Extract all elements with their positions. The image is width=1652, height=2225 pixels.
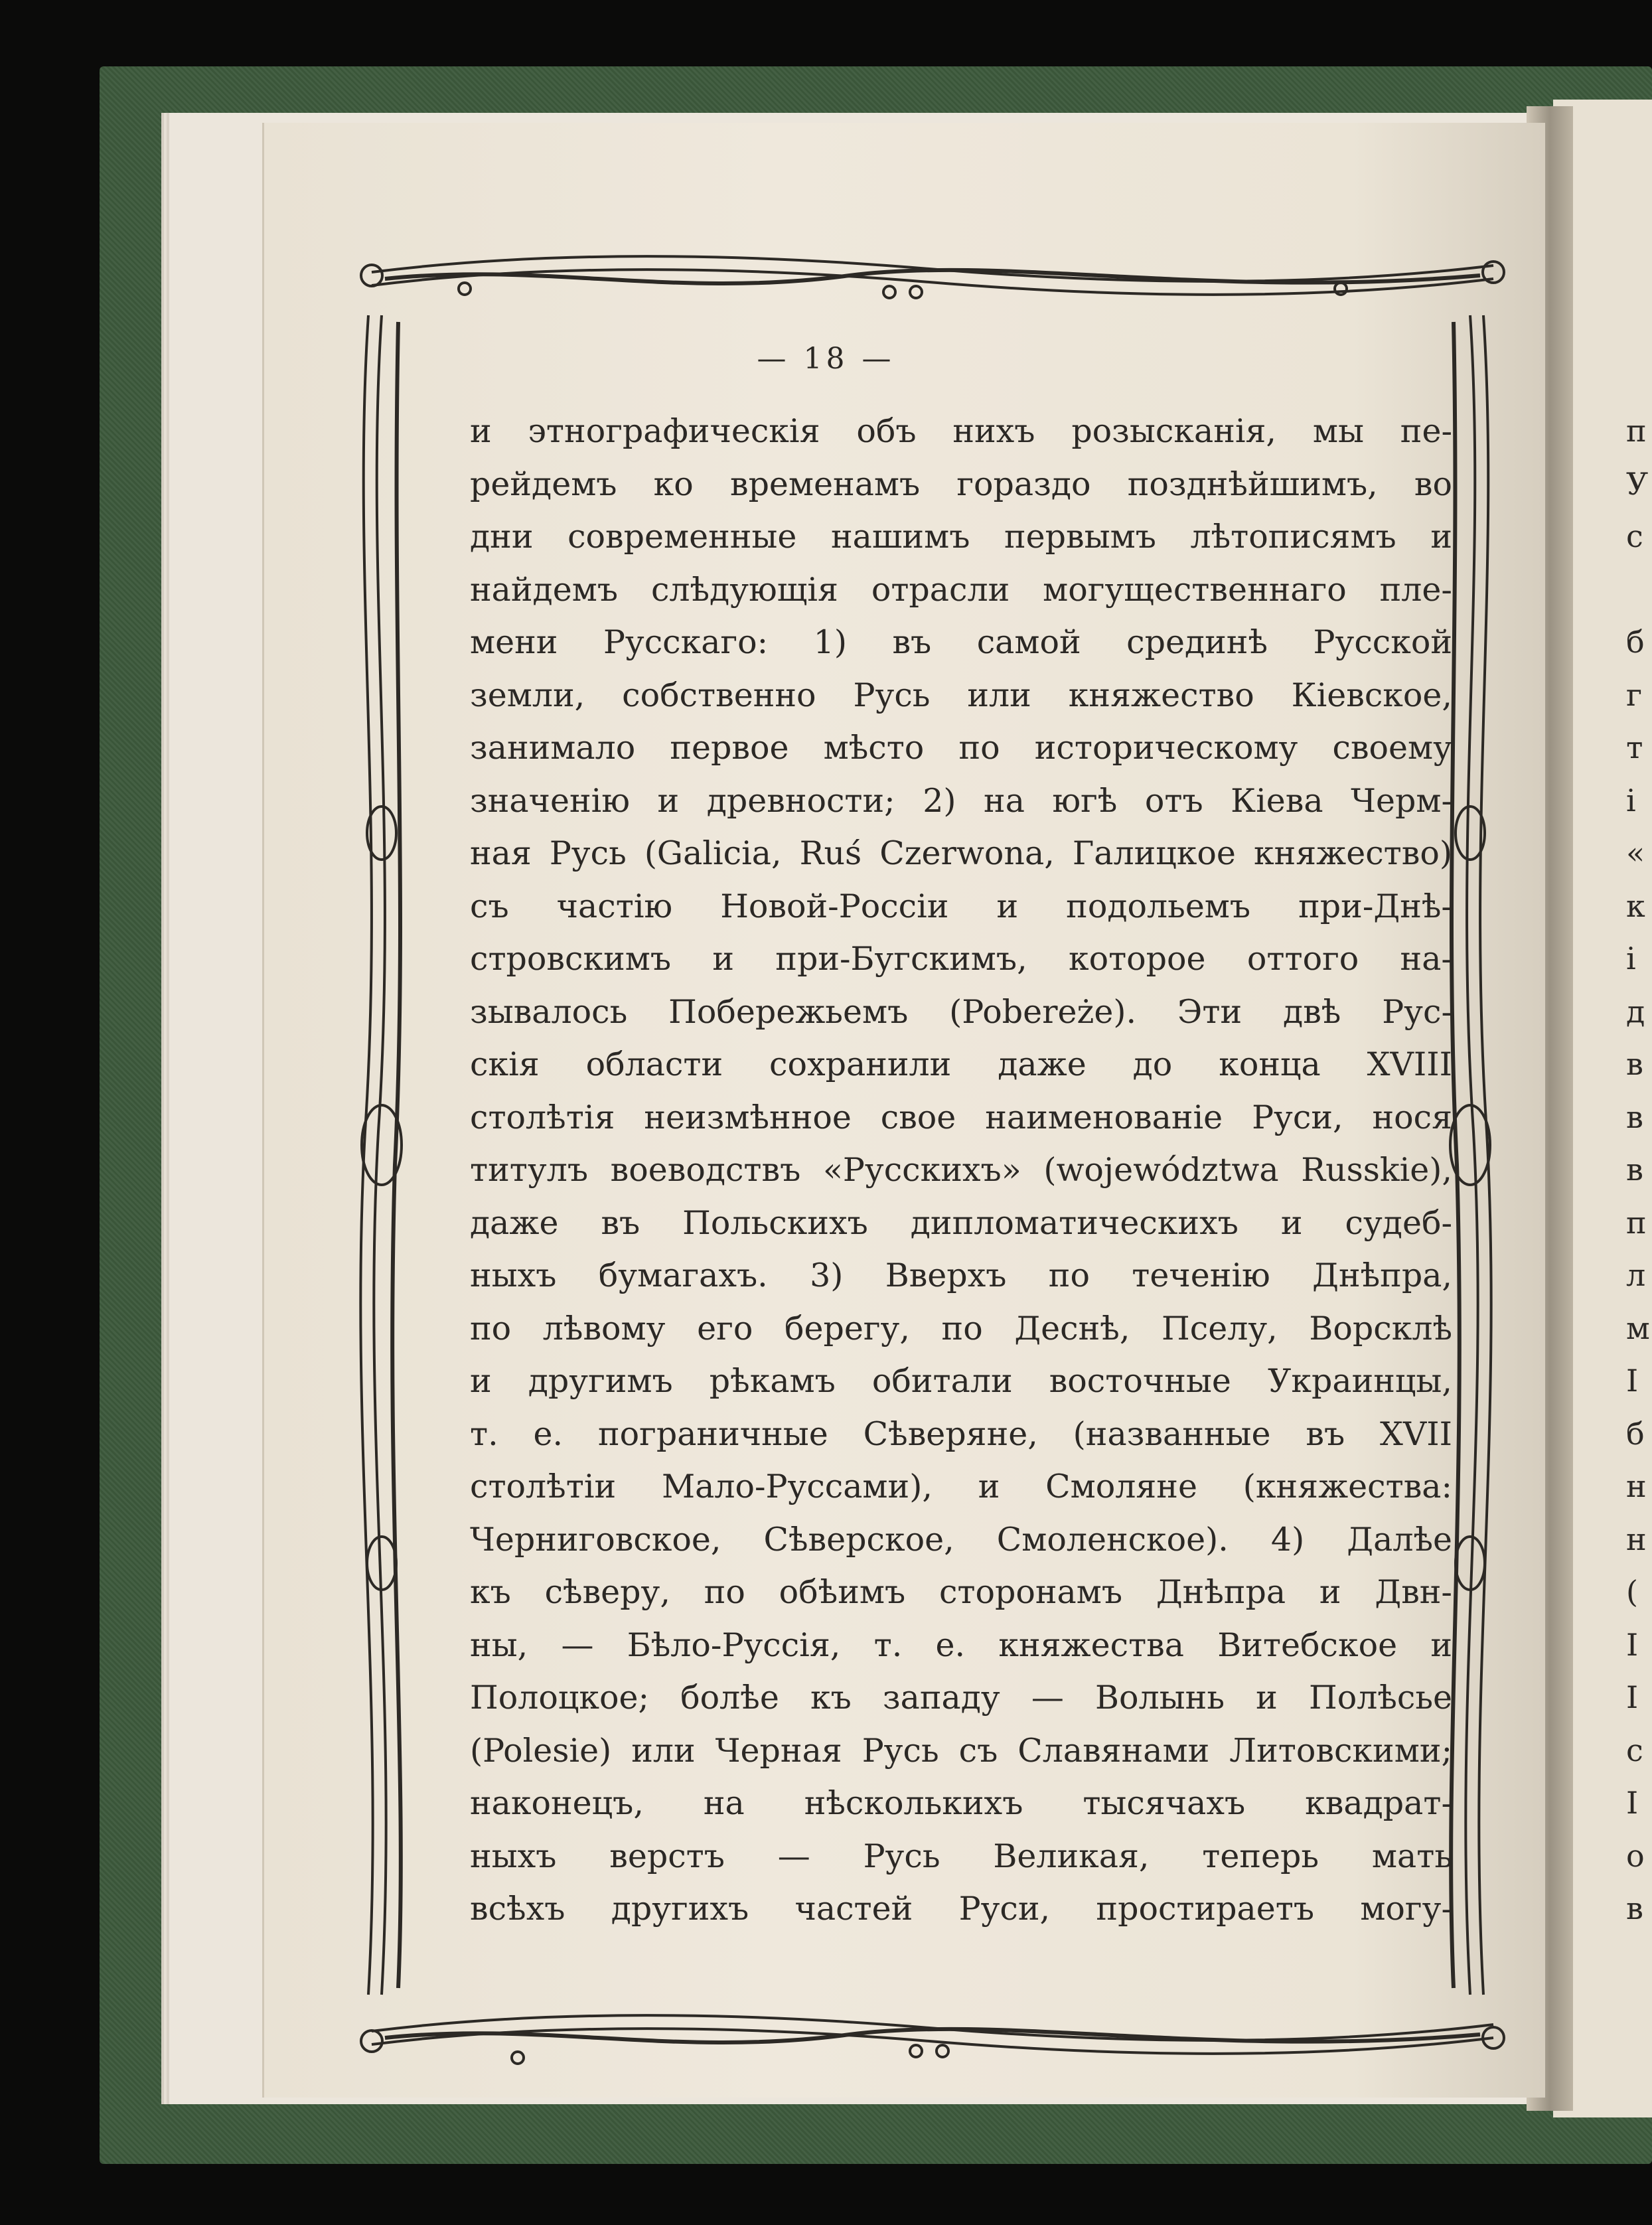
edge-letter: л bbox=[1626, 1257, 1646, 1293]
edge-letter: б bbox=[1626, 1415, 1645, 1452]
edge-letter: м bbox=[1626, 1310, 1650, 1346]
edge-letter: в bbox=[1626, 1890, 1643, 1926]
text-line: рейдемъ ко временамъ гораздо позднѣйшимъ, во bbox=[470, 465, 1452, 503]
edge-letter: д bbox=[1626, 993, 1645, 1030]
edge-letter: о bbox=[1626, 1837, 1645, 1874]
edge-letter: І bbox=[1626, 1785, 1639, 1821]
edge-letter: с bbox=[1626, 1732, 1643, 1768]
edge-letter: н bbox=[1626, 1521, 1647, 1557]
edge-letter: І bbox=[1626, 1363, 1639, 1399]
edge-letter: І bbox=[1626, 1626, 1639, 1663]
text-line: занимало первое мѣсто по историческому своему bbox=[470, 729, 1452, 767]
facing-page-edge-text bbox=[1626, 405, 1652, 1936]
text-line: къ сѣверу, по обѣимъ сторонамъ Днѣпра и Двн- bbox=[470, 1573, 1452, 1611]
edge-letter: п bbox=[1626, 413, 1647, 449]
text-line: наконецъ, на нѣсколькихъ тысячахъ квадрат- bbox=[470, 1784, 1452, 1822]
edge-letter: в bbox=[1626, 1099, 1643, 1135]
text-line: и этнографическія объ нихъ розысканія, мы пе- bbox=[470, 412, 1452, 450]
text-line: столѣтіи Мало-Руссами), и Смоляне (княжества: bbox=[470, 1468, 1452, 1505]
page-number: — 18 — bbox=[757, 342, 895, 376]
edge-letter: ( bbox=[1626, 1574, 1638, 1610]
text-line: скія области сохранили даже до конца XVIII bbox=[470, 1045, 1452, 1083]
text-line: по лѣвому его берегу, по Деснѣ, Пселу, Ворсклѣ bbox=[470, 1309, 1452, 1347]
text-line: и другимъ рѣкамъ обитали восточные Украинцы, bbox=[470, 1362, 1452, 1400]
text-line: ная Русь (Galicia, Ruś Czerwona, Галицкое княжество) bbox=[470, 834, 1452, 872]
text-line: Полоцкое; болѣе къ западу — Волынь и Полѣсье bbox=[470, 1679, 1452, 1717]
edge-letter: і bbox=[1626, 941, 1636, 976]
text-line: Черниговское, Сѣверское, Смоленское). 4) Далѣе bbox=[470, 1520, 1452, 1559]
edge-letter: к bbox=[1626, 887, 1645, 924]
edge-letter: « bbox=[1626, 835, 1645, 871]
text-line: дни современные нашимъ первымъ лѣтописямъ и bbox=[470, 518, 1452, 556]
edge-letter: в bbox=[1626, 1046, 1643, 1082]
edge-letter: н bbox=[1626, 1468, 1647, 1504]
text-line: т. е. пограничные Сѣверяне, (названные въ XVII bbox=[470, 1415, 1452, 1453]
body-text bbox=[470, 405, 1452, 1936]
text-line: найдемъ слѣдующія отрасли могущественнаго пле- bbox=[470, 570, 1452, 609]
text-line: столѣтія неизмѣнное свое наименованіе Руси, нося bbox=[470, 1098, 1452, 1136]
text-line: зывалось Побережьемъ (Pobereże). Эти двѣ Рус- bbox=[470, 992, 1452, 1031]
text-line: мени Русскаго: 1) въ самой срединѣ Русской bbox=[470, 623, 1452, 661]
text-line: даже въ Польскихъ дипломатическихъ и судеб- bbox=[470, 1203, 1452, 1242]
edge-letter: п bbox=[1626, 1204, 1647, 1241]
edge-letter bbox=[1626, 564, 1652, 617]
text-line: ны, — Бѣло-Руссія, т. е. княжества Витебское и bbox=[470, 1626, 1452, 1664]
text-line: ныхъ бумагахъ. 3) Вверхъ по теченію Днѣпра, bbox=[470, 1257, 1452, 1294]
edge-letter: і bbox=[1626, 782, 1636, 818]
text-line: (Polesie) или Черная Русь съ Славянами Литовскими; bbox=[470, 1731, 1452, 1770]
edge-letter: І bbox=[1626, 1679, 1639, 1715]
edge-letter: в bbox=[1626, 1152, 1643, 1188]
text-line: съ частію Новой-Россіи и подольемъ при-Днѣ- bbox=[470, 887, 1452, 925]
edge-letter: с bbox=[1626, 518, 1643, 554]
text-line: значенію и древности; 2) на югѣ отъ Кіева Черм- bbox=[470, 781, 1452, 820]
edge-letter: б bbox=[1626, 624, 1645, 660]
text-line: ныхъ верстъ — Русь Великая, теперь мать bbox=[470, 1837, 1452, 1875]
text-line: титулъ воеводствъ «Русскихъ» (województwa Russkie), bbox=[470, 1151, 1452, 1189]
edge-letter: У bbox=[1626, 465, 1649, 502]
edge-letter: г bbox=[1626, 676, 1643, 713]
text-line: всѣхъ другихъ частей Руси, простираетъ могу- bbox=[470, 1890, 1452, 1928]
text-line: стровскимъ и при-Бугскимъ, которое оттого на- bbox=[470, 940, 1452, 978]
text-line: земли, собственно Русь или княжество Кіевское, bbox=[470, 676, 1452, 714]
edge-letter: т bbox=[1626, 729, 1643, 765]
